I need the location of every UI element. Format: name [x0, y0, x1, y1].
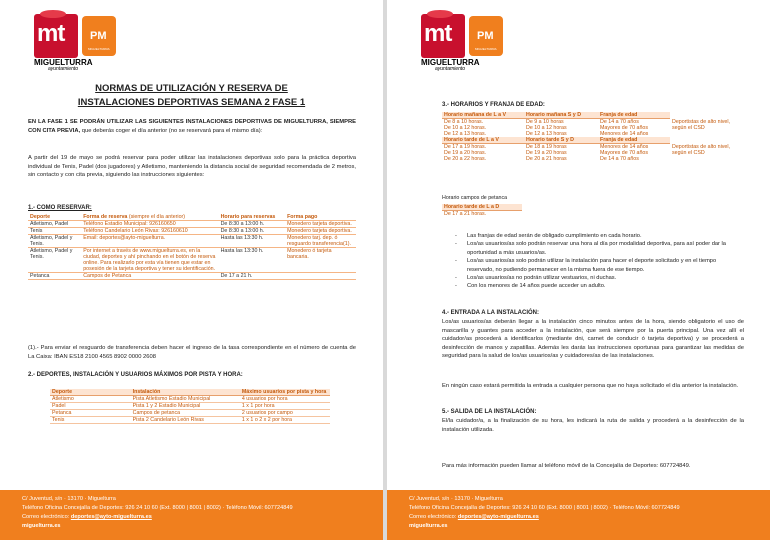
col-manana-lv: Horario mañana de L a V [442, 112, 524, 119]
footer [387, 490, 770, 540]
miguelturra-logo [421, 14, 507, 72]
paragraph-6: Para más información pueden llamar al teléfono móvil de la Concejalía de Deportes: 607724849. [442, 463, 691, 469]
cell: De 8 a 10 horas. [444, 119, 484, 125]
cell-pago: Monedero tarjeta deportiva. [285, 228, 356, 235]
cell-horario: De 17 a 21 h. [219, 273, 285, 280]
schedule-table [442, 112, 732, 162]
cell: De 10 a 12 horas [526, 125, 567, 131]
cell: De 12 a 13 horas [526, 131, 567, 137]
cell: Tenis [50, 417, 131, 424]
section-5-heading: 5.- SALIDA DE LA INSTALACIÓN: [442, 409, 537, 415]
cell: Pista 2 Candelario León Rivas [131, 417, 240, 424]
cell: De 17 a 19 horas. [444, 144, 487, 150]
logo-mark-text: mt [424, 20, 452, 47]
cell: De 14 a 70 años [600, 119, 639, 125]
col-deporte: Deporte [50, 389, 131, 396]
cell: Pista Atletismo Estadio Municipal [131, 396, 240, 403]
cell-pago: Monedero tarj. dep. ó resguardo transferencia(1). [285, 235, 356, 248]
section-1-heading: 1.- COMO RESERVAR: [28, 205, 92, 211]
cell: De 20 a 21 horas [526, 156, 567, 162]
ayuntamiento-mark-icon [421, 14, 465, 58]
table-row [50, 417, 330, 424]
footer-email-link[interactable]: deportes@ayto-miguelturra.es [70, 514, 152, 520]
cell: 4 usuarios por hora [240, 396, 330, 403]
cell: 1 x 1 por hora [240, 403, 330, 410]
col-franja: Franja de edad [598, 137, 670, 144]
cell-deporte: Atletismo, Padel [28, 221, 81, 228]
cell: Menores de 14 años [600, 144, 649, 150]
cell: Mayores de 70 años [600, 150, 648, 156]
footer-email-link[interactable]: deportes@ayto-miguelturra.es [457, 514, 539, 520]
cell: Atletismo [50, 396, 131, 403]
col-franja: Franja de edad [598, 112, 670, 119]
footer-web-link[interactable]: miguelturra.es [22, 523, 61, 529]
col-tarde-lv: Horario tarde de L a V [442, 137, 524, 144]
col-max-usuarios: Máximo usuarios por pista y hora [240, 389, 330, 396]
cell-horario: Hasta las 13:30 h. [219, 235, 285, 248]
footer-email-line [22, 513, 383, 522]
cell: De 19 a 20 horas. [444, 150, 487, 156]
footer-phone: Teléfono Oficina Concejalía de Deportes: 926 24 10 60 (Ext. 8000 | 8001 | 8002) · Teléfono Móvil: 607724849 [22, 505, 293, 511]
col-manana-sd: Horario mañana S y D [524, 112, 598, 119]
cell: Pista 1 y 2 Estadio Municipal [131, 403, 240, 410]
miguelturra-logo [34, 14, 120, 72]
intro-paragraph [28, 118, 356, 135]
bow-icon [40, 10, 66, 18]
table-row [28, 248, 356, 273]
cell-pago [285, 273, 356, 280]
cell-horario: Hasta las 13:30 h. [219, 248, 285, 273]
logo-name: MIGUELTURRA [34, 58, 93, 67]
table-row [50, 403, 330, 410]
petanca-title: Horario campos de petanca [442, 195, 508, 201]
cell-deporte: Atletismo, Padel y Tenis. [28, 235, 81, 248]
footer-email-line [409, 513, 770, 522]
cell-horario: De 8:30 a 13:00 h. [219, 228, 285, 235]
cell: Petanca [50, 410, 131, 417]
footer-address: C/ Juventud, s/n · 13170 · Miguelturra [409, 496, 503, 502]
col-pago: Forma pago [285, 214, 356, 221]
logo-sub: ayuntamiento [48, 66, 79, 72]
logo-mark-text: mt [37, 20, 65, 47]
footer-email-label: Correo electrónico: [409, 514, 458, 520]
table-row [28, 273, 356, 280]
page-2 [387, 0, 770, 540]
cell-forma: Por internet a través de www.miguelturra.es, en la ciudad, deportes y ahí pinchando en el botón de reserva online. Para realizarlo por esta vía tienen que estar en posesión de la tarjeta deportiva y tener su identificación. [81, 248, 218, 273]
col-horario: Horario para reservas [219, 214, 285, 221]
pm-logo-icon [82, 16, 116, 56]
footer [0, 490, 383, 540]
paragraph-2: A partir del 19 de mayo se podrá reservar para poder utilizar las instalaciones deportivas solo para la práctica deportiva individual de Tenis, Padel (dos jugadores) y Atletismo, manteniendo la distancia social de seguridad recomendada de 2 metros, sin contacto y con cita previa, siguiendo las instrucciones siguientes: [28, 155, 356, 178]
paragraph-4: Los/as usuarios/as deberán llegar a la instalación cinco minutos antes de la hora, siendo obligatorio el uso de mascarilla y guantes para acceder a la instalación, que será siempre por la puerta principal. Una vez allí el cuidador/as procederá a identificarlos (mediante dni, carnet de conducir ó tarjeta deportiva) y se procederá a desinfección de manos y zapatillas. Además les darás las instrucciones oportunas para garantizar las medidas de seguridad para la salud de los/as usuarios/as y cuidadores/as de las instalaciones. [442, 319, 744, 359]
table-row [28, 221, 356, 228]
bow-icon [427, 10, 453, 18]
cell-note: Deportistas de alto nivel, según el CSD [672, 143, 731, 156]
title-line-1: NORMAS DE UTILIZACIÓN Y RESERVA DE [95, 83, 288, 94]
cell: De 20 a 22 horas. [444, 156, 487, 162]
intro-bold: EN LA FASE 1 SE PODRÁN UTILIZAR LAS SIGUIENTES INSTALACIONES DEPORTIVAS DE MIGUELTURRA, SIEMPRE CON CITA PREVIA, [28, 119, 356, 134]
paragraph-4b: En ningún caso estará permitida la entrada a cualquier persona que no haya solicitado el día anterior la instalación. [442, 383, 739, 389]
cell: Mayores de 70 años [600, 125, 648, 131]
col-deporte: Deporte [28, 214, 81, 221]
pm-logo-sub: MIGUELTURRA [475, 47, 497, 51]
col-petanca: Horario tarde de L a D [442, 204, 522, 211]
rules-list [455, 232, 740, 291]
cell: Campos de petanca [131, 410, 240, 417]
cell-forma: Campos de Petanca [81, 273, 218, 280]
logo-sub: ayuntamiento [435, 66, 466, 72]
cell: De 19 a 20 horas [526, 150, 567, 156]
col-forma-label: Forma de reserva [83, 214, 128, 220]
cell-forma: Teléfono Estadio Municipal: 926160650 [81, 221, 218, 228]
list-item: - Las franjas de edad serán de obligado cumplimiento en cada horario. [455, 232, 740, 240]
page-title [0, 82, 383, 110]
footer-web-link[interactable]: miguelturra.es [409, 523, 448, 529]
section-2-heading: 2.- DEPORTES, INSTALACIÓN Y USUARIOS MÁXIMOS POR PISTA Y HORA: [28, 372, 243, 378]
paragraph-5: El/la cuidador/a, a la finalización de su hora, les indicará la ruta de salida y procederá a la desinfección de la instalación utilizada. [442, 418, 744, 433]
cell-deporte: Atletismo, Padel y Tenis. [28, 248, 81, 273]
cell: De 9 a 10 horas [526, 119, 564, 125]
list-item: - Con los menores de 14 años puede acceder un adulto. [455, 282, 740, 290]
cell: De 17 a 21 horas. [444, 211, 487, 217]
pm-logo-text: PM [477, 30, 494, 42]
cell-deporte: Petanca [28, 273, 81, 280]
col-instalacion: Instalación [131, 389, 240, 396]
installations-table [50, 389, 330, 424]
footer-phone: Teléfono Oficina Concejalía de Deportes: 926 24 10 60 (Ext. 8000 | 8001 | 8002) · Teléfono Móvil: 607724849 [409, 505, 680, 511]
cell: Menores de 14 años [600, 131, 649, 137]
list-item: - Los/as usuarios/as solo podrán utilizar la instalación para hacer el deporte solicitado y en el tiempo reservado, no pudiendo permanecer en la misma fuera de ese tiempo. [455, 257, 740, 274]
cell-horario: De 8:30 a 13:00 h. [219, 221, 285, 228]
table-row [442, 211, 522, 218]
page-1 [0, 0, 383, 540]
cell: De 14 a 70 años [600, 156, 639, 162]
section-3-heading: 3.- HORARIOS Y FRANJA DE EDAD: [442, 102, 545, 108]
table-row [50, 410, 330, 417]
title-line-2: INSTALACIONES DEPORTIVAS SEMANA 2 FASE 1 [77, 97, 306, 108]
pm-logo-text: PM [90, 30, 107, 42]
intro-rest: que deberás coger el día anterior (no se reservará para el mismo día): [80, 127, 263, 134]
table-row [50, 396, 330, 403]
col-forma-note: (siempre el día anterior) [128, 214, 186, 220]
table-row [28, 235, 356, 248]
logo-name: MIGUELTURRA [421, 58, 480, 67]
section-4-heading: 4.- ENTRADA A LA INSTALACIÓN: [442, 310, 539, 316]
cell: De 10 a 12 horas. [444, 125, 487, 131]
cell-note: Deportistas de alto nivel, según el CSD [672, 118, 731, 131]
cell: 1 x 1 o 2 x 2 por hora [240, 417, 330, 424]
list-item: - Los/as usuarios/as no podrán utilizar vestuarios, ni duchas. [455, 274, 740, 282]
pm-logo-sub: MIGUELTURRA [88, 47, 110, 51]
transfer-note: (1).- Para enviar el resguardo de transferencia deben hacer el ingreso de la tasa correspondiente en el número de cuenta de La Caixa: IBAN ES18 2100 4565 8902 0000 2608 [28, 345, 356, 360]
col-tarde-sd: Horario tarde S y D [524, 137, 598, 144]
footer-email-label: Correo electrónico: [22, 514, 71, 520]
cell-forma: Email: deportes@ayto-miguelturra. [81, 235, 218, 248]
petanca-table [442, 204, 522, 217]
cell-deporte: Tenis [28, 228, 81, 235]
reservation-table [28, 214, 356, 280]
cell: Padel [50, 403, 131, 410]
list-item: - Los/as usuarios/as solo podrán reservar una hora al día por modalidad deportiva, para así poder dar la oportunidad a más usuarios/as. [455, 240, 740, 257]
cell: De 18 a 19 horas [526, 144, 567, 150]
cell-forma: Teléfono Candelario León Rivas: 926160610 [81, 228, 218, 235]
cell-pago: Monedero tarjeta deportiva. [285, 221, 356, 228]
cell-pago: Monedero ó tarjeta bancaria. [285, 248, 356, 273]
cell: 2 usuarios por campo [240, 410, 330, 417]
cell: De 12 a 13 horas. [444, 131, 487, 137]
table-row [28, 228, 356, 235]
ayuntamiento-mark-icon [34, 14, 78, 58]
pm-logo-icon [469, 16, 503, 56]
footer-address: C/ Juventud, s/n · 13170 · Miguelturra [22, 496, 116, 502]
